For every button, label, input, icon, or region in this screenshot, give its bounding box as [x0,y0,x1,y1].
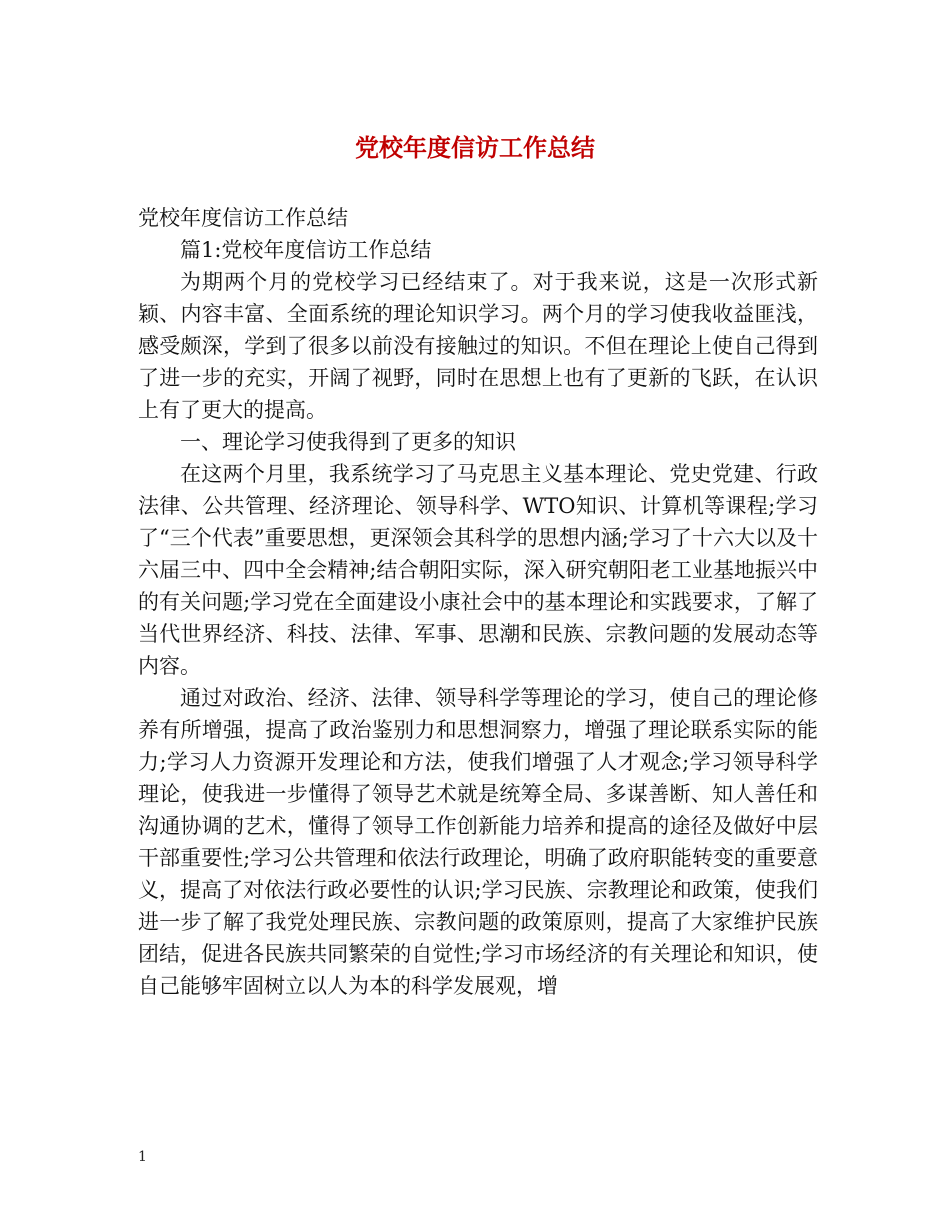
section-title: 篇1:党校年度信访工作总结 [180,238,432,262]
body-paragraph: 通过对政治、经济、法律、领导科学等理论的学习，使自己的理论修养有所增强，提高了政治鉴别力和思想洞察力，增强了理论联系实际的能力;学习人力资源开发理论和方法，使我们增强了人才观念;学习领导科学理论，使我进一步懂得了领导艺术就是统筹全局、多谋善断、知人善任和沟通协调的艺术，懂得了领导工作创新能力培养和提高的途径及做好中层干部重要性;学习公共管理和依法行政理论，明确了政府职能转变的重要意义，提高了对依法行政必要性的认识;学习民族、宗教理论和政策，使我们进一步了解了我党处理民族、宗教问题的政策原则，提高了大家维护民族团结，促进各民族共同繁荣的自觉性;学习市场经济的有关理论和知识，使自己能够牢固树立以人为本的科学发展观，增 [138,686,818,998]
document-body [138,202,818,1002]
body-heading: 党校年度信访工作总结 [138,206,348,230]
document-title: 党校年度信访工作总结 [355,133,595,162]
page-number: 1 [138,1149,147,1165]
body-paragraph: 在这两个月里，我系统学习了马克思主义基本理论、党史党建、行政法律、公共管理、经济理论、领导科学、WTO知识、计算机等课程;学习了“三个代表”重要思想，更深领会其科学的思想内涵;学习了十六大以及十六届三中、四中全会精神;结合朝阳实际，深入研究朝阳老工业基地振兴中的有关问题;学习党在全面建设小康社会中的基本理论和实践要求，了解了当代世界经济、科技、法律、军事、思潮和民族、宗教问题的发展动态等内容。 [138,462,818,678]
body-paragraph: 为期两个月的党校学习已经结束了。对于我来说，这是一次形式新颖、内容丰富、全面系统的理论知识学习。两个月的学习使我收益匪浅，感受颇深，学到了很多以前没有接触过的知识。不但在理论上使自己得到了进一步的充实，开阔了视野，同时在思想上也有了更新的飞跃，在认识上有了更大的提高。 [138,270,818,422]
section-heading: 一、理论学习使我得到了更多的知识 [180,430,516,454]
